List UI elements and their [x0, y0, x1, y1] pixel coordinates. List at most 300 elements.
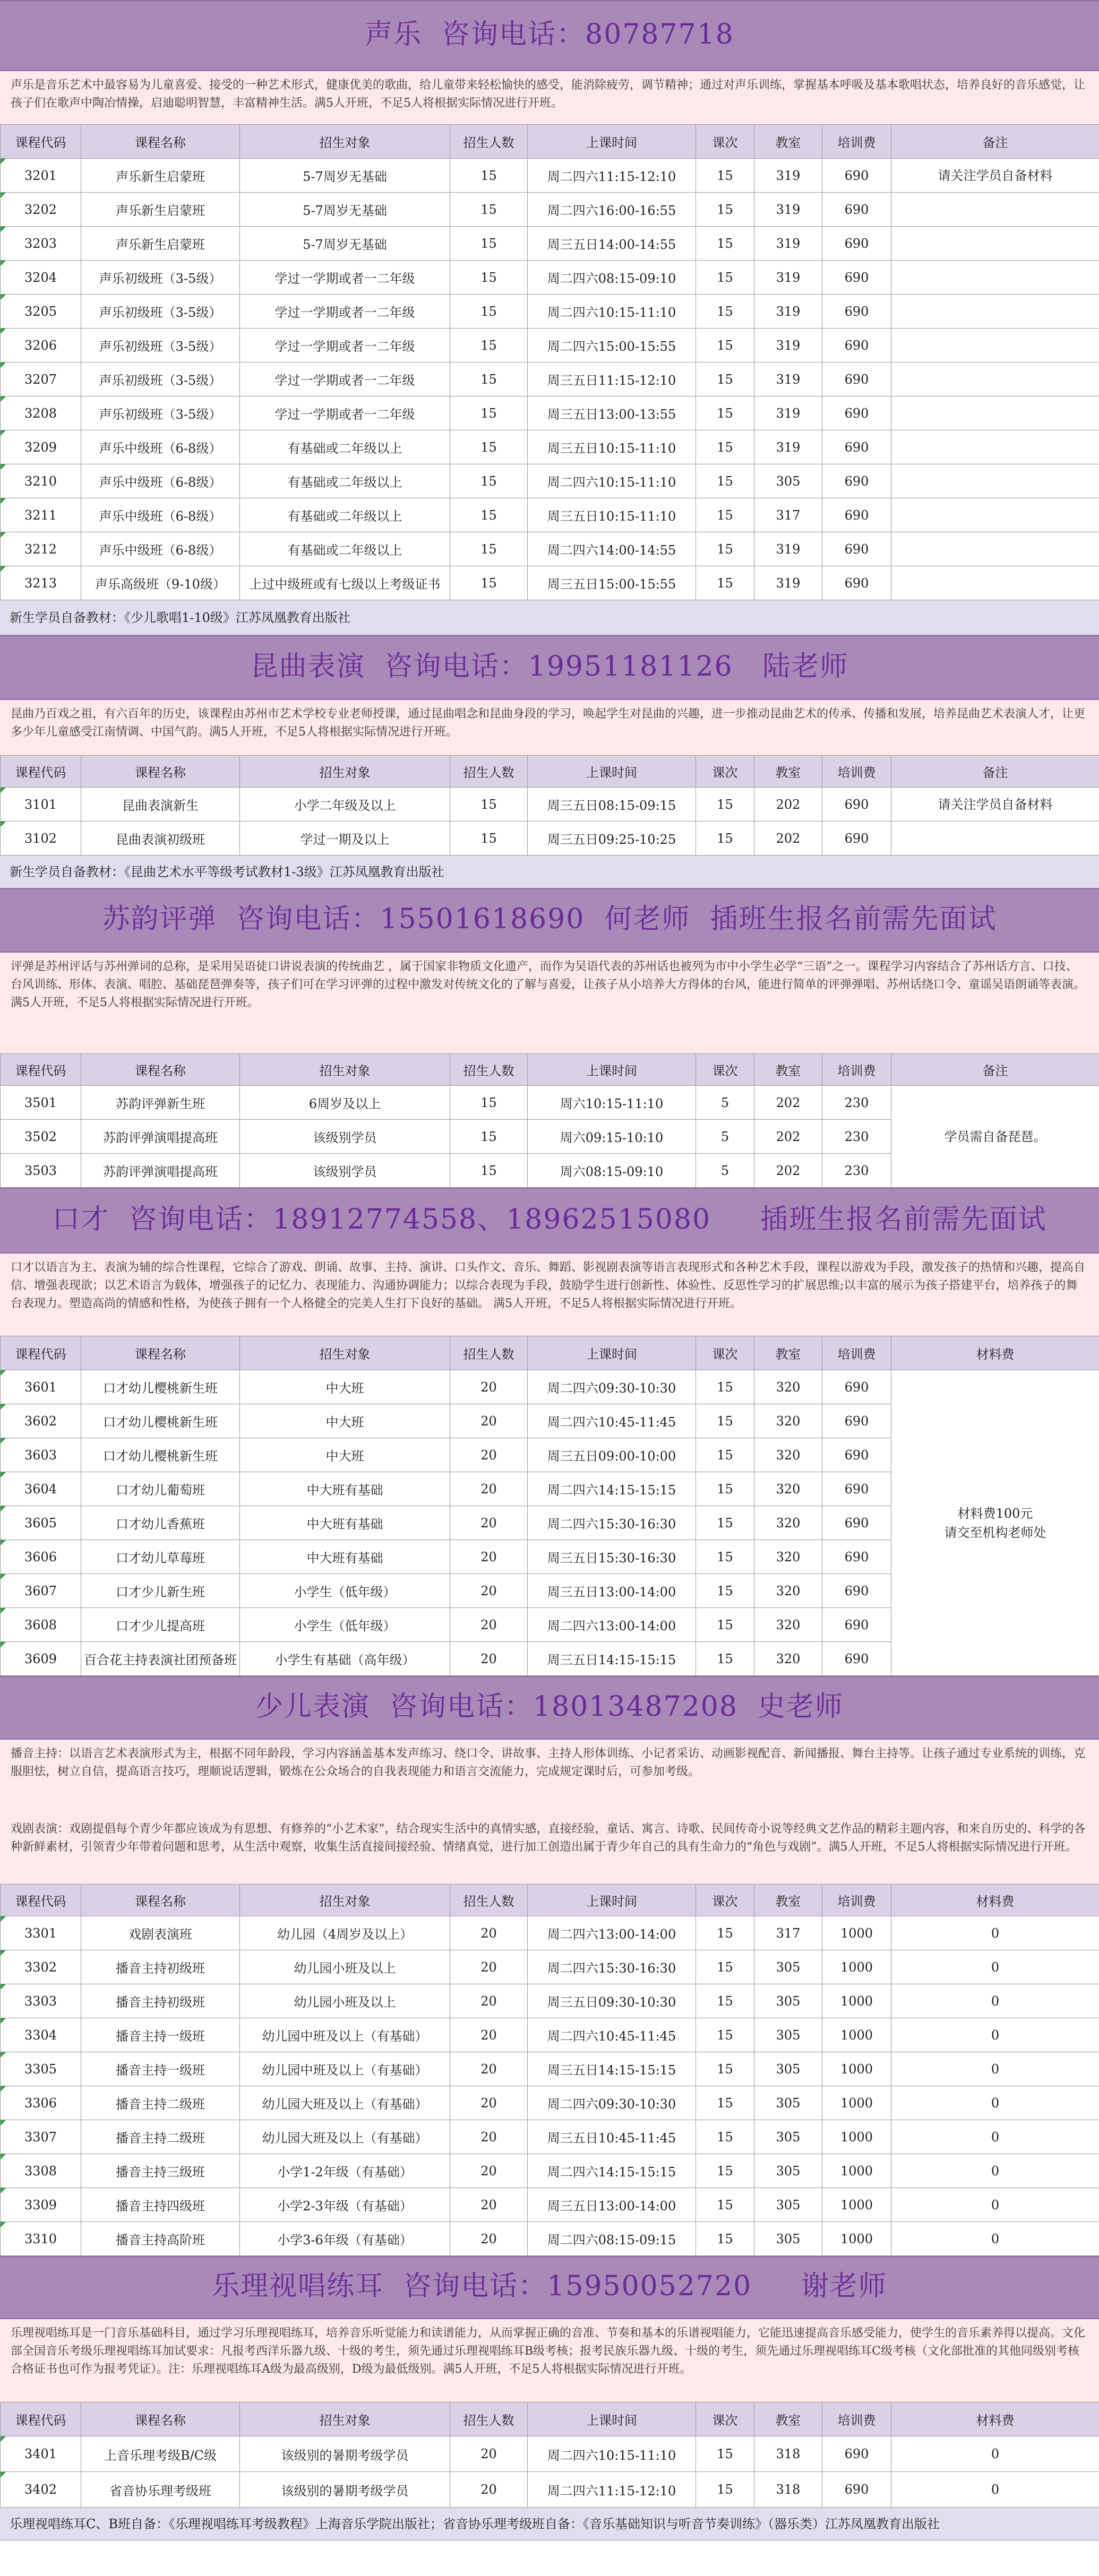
note-cell — [891, 566, 1099, 600]
table-cell: 690 — [822, 1438, 891, 1472]
table-cell: 周二四六08:15-09:10 — [528, 261, 696, 295]
section-description — [0, 1740, 1099, 1884]
description-paragraph: 声乐是音乐艺术中最容易为儿童喜爱、接受的一种艺术形式，健康优美的歌曲，给儿童带来轻松愉快的感受，能消除疲劳，调节精神；通过对声乐训练，掌握基本呼吸及基本歌唱状态，培养良好的音乐感觉，让孩子们在歌声中陶冶情操，启迪聪明智慧，丰富精神生活。满5人开班，不足5人将根据实际情况进行开班。 — [11, 79, 1086, 110]
table-cell: 305 — [754, 2154, 822, 2188]
table-cell: 20 — [450, 2472, 528, 2508]
table-cell: 小学3-6年级（有基础） — [240, 2222, 450, 2256]
table-cell: 播音主持二级班 — [81, 2086, 240, 2120]
table-row — [1, 2436, 1099, 2472]
table-cell: 播音主持三级班 — [81, 2154, 240, 2188]
column-header: 备注 — [891, 756, 1099, 788]
table-cell: 播音主持一级班 — [81, 2052, 240, 2086]
table-cell: 0 — [891, 2154, 1099, 2188]
section-eloquence — [0, 1188, 1099, 1676]
table-row — [1, 822, 1099, 855]
table-cell: 戏剧表演班 — [81, 1916, 240, 1950]
table-cell: 690 — [822, 193, 891, 227]
table-cell: 319 — [754, 261, 822, 295]
table-cell: 周二四六10:15-11:10 — [528, 295, 696, 329]
table-cell: 5-7周岁无基础 — [240, 193, 450, 227]
table-cell: 15 — [696, 362, 754, 396]
column-header: 培训费 — [822, 125, 891, 159]
note-cell — [891, 464, 1099, 498]
table-cell: 3212 — [1, 532, 81, 566]
table-cell: 15 — [696, 1506, 754, 1540]
table-cell: 318 — [754, 2472, 822, 2508]
section-description — [0, 1254, 1099, 1336]
table-cell: 3101 — [1, 788, 81, 822]
table-cell: 该级别学员 — [240, 1154, 450, 1188]
table-cell: 周六09:15-10:10 — [528, 1120, 696, 1154]
table-cell: 3308 — [1, 2154, 81, 2188]
column-header: 课次 — [696, 1885, 754, 1916]
note-cell — [891, 193, 1099, 227]
table-cell: 15 — [696, 1370, 754, 1404]
table-cell: 1000 — [822, 1950, 891, 1984]
table-cell: 20 — [450, 1642, 528, 1676]
table-cell: 0 — [891, 2436, 1099, 2472]
table-cell: 15 — [450, 227, 528, 261]
table-cell: 3202 — [1, 193, 81, 227]
table-cell: 15 — [696, 396, 754, 430]
column-header: 课程名称 — [81, 1054, 240, 1086]
table-cell: 有基础或二年级以上 — [240, 430, 450, 464]
table-cell: 中大班有基础 — [240, 1540, 450, 1574]
table-cell: 周三五日09:30-10:30 — [528, 1984, 696, 2018]
column-header: 课程名称 — [81, 1885, 240, 1916]
table-cell: 20 — [450, 1608, 528, 1642]
note-cell — [891, 295, 1099, 329]
table-cell: 声乐初级班（3-5级） — [81, 362, 240, 396]
column-header: 课程代码 — [1, 125, 81, 159]
section-title: 昆曲表演 咨询电话：19951181126 陆老师 — [0, 635, 1099, 700]
table-cell: 1000 — [822, 2188, 891, 2222]
table-cell: 3608 — [1, 1608, 81, 1642]
table-cell: 百合花主持表演社团预备班 — [81, 1642, 240, 1676]
table-cell: 省音协乐理考级班 — [81, 2472, 240, 2508]
table-row — [1, 2154, 1099, 2188]
table-cell: 昆曲表演新生 — [81, 788, 240, 822]
table-row — [1, 788, 1099, 822]
table-cell: 3206 — [1, 329, 81, 362]
table-cell: 320 — [754, 1472, 822, 1506]
column-header: 招生对象 — [240, 2402, 450, 2436]
section-theory — [0, 2256, 1099, 2540]
table-cell: 中大班 — [240, 1404, 450, 1438]
table-row — [1, 329, 1099, 362]
table-cell: 15 — [450, 295, 528, 329]
table-cell: 0 — [891, 1916, 1099, 1950]
table-cell: 学过一学期或者一二年级 — [240, 295, 450, 329]
table-cell: 15 — [696, 822, 754, 855]
table-cell: 声乐新生启蒙班 — [81, 193, 240, 227]
table-cell: 周二四六14:15-15:15 — [528, 1472, 696, 1506]
table-cell: 6周岁及以上 — [240, 1086, 450, 1120]
table-cell: 202 — [754, 1120, 822, 1154]
table-cell: 15 — [696, 227, 754, 261]
table-cell: 声乐初级班（3-5级） — [81, 396, 240, 430]
column-header: 课程代码 — [1, 1336, 81, 1370]
table-cell: 3302 — [1, 1950, 81, 1984]
column-header: 上课时间 — [528, 2402, 696, 2436]
table-cell: 3303 — [1, 1984, 81, 2018]
table-cell: 690 — [822, 396, 891, 430]
table-cell: 690 — [822, 430, 891, 464]
table-cell: 319 — [754, 430, 822, 464]
column-header: 材料费 — [891, 2402, 1099, 2436]
section-pingtan — [0, 888, 1099, 1188]
column-header: 招生人数 — [450, 1054, 528, 1086]
table-cell: 15 — [696, 1916, 754, 1950]
table-cell: 15 — [450, 1154, 528, 1188]
table-cell: 202 — [754, 1154, 822, 1188]
table-header-row — [1, 1885, 1099, 1916]
table-cell: 20 — [450, 1574, 528, 1608]
table-cell: 上过中级班或有七级以上考级证书 — [240, 566, 450, 600]
table-cell: 690 — [822, 261, 891, 295]
column-header: 上课时间 — [528, 1054, 696, 1086]
table-cell: 周二四六14:00-14:55 — [528, 532, 696, 566]
table-cell: 小学生（低年级） — [240, 1608, 450, 1642]
table-cell: 播音主持二级班 — [81, 2120, 240, 2154]
course-table — [0, 1336, 1099, 1676]
table-cell: 15 — [696, 1438, 754, 1472]
table-cell: 690 — [822, 566, 891, 600]
table-cell: 690 — [822, 1370, 891, 1404]
table-cell: 690 — [822, 1540, 891, 1574]
table-cell: 周三五日15:30-16:30 — [528, 1540, 696, 1574]
table-cell: 15 — [696, 2052, 754, 2086]
table-cell: 周三五日14:15-15:15 — [528, 2052, 696, 2086]
table-cell: 15 — [450, 329, 528, 362]
description-paragraph: 昆曲乃百戏之祖，有六百年的历史，该课程由苏州市艺术学校专业老师授课，通过昆曲唱念和昆曲身段的学习，唤起学生对昆曲的兴趣，进一步推动昆曲艺术的传承、传播和发展，培养昆曲艺术表演人才，让更多少年儿童感受江南情调、中国气韵。满5人开班，不足5人将根据实际情况进行开班。 — [11, 707, 1086, 739]
table-cell: 15 — [450, 193, 528, 227]
table-cell: 幼儿园中班及以上（有基础） — [240, 2052, 450, 2086]
section-description — [0, 700, 1099, 755]
table-cell: 口才幼儿樱桃新生班 — [81, 1370, 240, 1404]
column-header: 招生人数 — [450, 756, 528, 788]
table-cell: 20 — [450, 2222, 528, 2256]
table-cell: 15 — [696, 430, 754, 464]
table-cell: 3211 — [1, 498, 81, 532]
table-cell: 周二四六10:45-11:45 — [528, 2018, 696, 2052]
table-cell: 1000 — [822, 2120, 891, 2154]
column-header: 培训费 — [822, 1054, 891, 1086]
table-cell: 690 — [822, 822, 891, 855]
table-cell: 690 — [822, 159, 891, 193]
table-cell: 3609 — [1, 1642, 81, 1676]
table-cell: 690 — [822, 1404, 891, 1438]
table-cell: 0 — [891, 2472, 1099, 2508]
table-cell: 690 — [822, 498, 891, 532]
table-cell: 305 — [754, 2120, 822, 2154]
table-cell: 3204 — [1, 261, 81, 295]
table-cell: 学过一期及以上 — [240, 822, 450, 855]
table-cell: 3310 — [1, 2222, 81, 2256]
table-cell: 5-7周岁无基础 — [240, 227, 450, 261]
note-cell — [891, 396, 1099, 430]
table-cell: 周三五日13:00-14:00 — [528, 1574, 696, 1608]
table-cell: 690 — [822, 464, 891, 498]
table-cell: 3102 — [1, 822, 81, 855]
table-cell: 苏韵评弹演唱提高班 — [81, 1154, 240, 1188]
column-header: 上课时间 — [528, 1885, 696, 1916]
table-cell: 3201 — [1, 159, 81, 193]
column-header: 课程代码 — [1, 1054, 81, 1086]
table-cell: 20 — [450, 1984, 528, 2018]
table-cell: 学过一学期或者一二年级 — [240, 396, 450, 430]
table-cell: 声乐新生启蒙班 — [81, 227, 240, 261]
description-paragraph: 乐理视唱练耳是一门音乐基础科目，通过学习乐理视唱练耳，培养音乐听觉能力和读谱能力，从而掌握正确的音准、节奏和基本的乐谱视唱能力，它能迅速提高音乐感受能力，使学生的音乐素养得以提高。文化部全国音乐考级乐理视唱练耳加试要求：凡报考西洋乐器九级、十级的考生，须先通过乐理视唱练耳B级考核；报考民族乐器九级、十级的考生，须先通过乐理视唱练耳C级考核（文化部批准的其他同级别考核合格证书也可作为报考凭证）。注：乐理视唱练耳A级为最高级别，D级为最低级别。满5人开班，不足5人将根据实际情况进行开班。 — [11, 2327, 1086, 2376]
table-cell: 20 — [450, 1950, 528, 1984]
column-header: 教室 — [754, 1885, 822, 1916]
table-cell: 15 — [696, 295, 754, 329]
table-cell: 3502 — [1, 1120, 81, 1154]
table-cell: 口才幼儿草莓班 — [81, 1540, 240, 1574]
note-cell — [891, 329, 1099, 362]
table-cell: 周二四六13:00-14:00 — [528, 1916, 696, 1950]
table-cell: 690 — [822, 329, 891, 362]
table-cell: 690 — [822, 788, 891, 822]
table-cell: 周二四六15:00-15:55 — [528, 329, 696, 362]
table-cell: 周三五日10:15-11:10 — [528, 430, 696, 464]
table-cell: 小学生（低年级） — [240, 1574, 450, 1608]
table-cell: 周二四六11:15-12:10 — [528, 2472, 696, 2508]
column-header: 招生人数 — [450, 1885, 528, 1916]
table-cell: 中大班有基础 — [240, 1472, 450, 1506]
table-cell: 声乐中级班（6-8级） — [81, 464, 240, 498]
table-cell: 周六10:15-11:10 — [528, 1086, 696, 1120]
section-vocal — [0, 0, 1099, 635]
table-row — [1, 2222, 1099, 2256]
table-cell: 学过一学期或者一二年级 — [240, 261, 450, 295]
table-row — [1, 1086, 1099, 1120]
section-title: 乐理视唱练耳 咨询电话：15950052720 谢老师 — [0, 2256, 1099, 2319]
column-header: 教室 — [754, 1336, 822, 1370]
table-row — [1, 1916, 1099, 1950]
table-cell: 5 — [696, 1086, 754, 1120]
table-cell: 周三五日09:25-10:25 — [528, 822, 696, 855]
table-cell: 15 — [696, 1642, 754, 1676]
table-cell: 3306 — [1, 2086, 81, 2120]
table-cell: 320 — [754, 1608, 822, 1642]
table-row — [1, 2120, 1099, 2154]
table-cell: 319 — [754, 227, 822, 261]
section-footer: 新生学员自备教材：《少儿歌唱1-10级》江苏凤凰教育出版社 — [0, 600, 1099, 635]
table-header-row — [1, 125, 1099, 159]
table-row — [1, 2472, 1099, 2508]
table-cell: 15 — [450, 1120, 528, 1154]
table-cell: 周三五日11:15-12:10 — [528, 362, 696, 396]
table-cell: 1000 — [822, 1916, 891, 1950]
table-cell: 15 — [696, 2436, 754, 2472]
table-row — [1, 532, 1099, 566]
table-cell: 15 — [450, 822, 528, 855]
table-header-row — [1, 1054, 1099, 1086]
table-cell: 319 — [754, 396, 822, 430]
table-cell: 320 — [754, 1574, 822, 1608]
note-cell — [891, 362, 1099, 396]
table-row — [1, 464, 1099, 498]
section-footer: 新生学员自备教材：《昆曲艺术水平等级考试教材1-3级》江苏凤凰教育出版社 — [0, 855, 1099, 888]
table-header-row — [1, 2402, 1099, 2436]
table-cell: 3213 — [1, 566, 81, 600]
table-cell: 口才少儿提高班 — [81, 1608, 240, 1642]
table-cell: 周二四六09:30-10:30 — [528, 2086, 696, 2120]
note-cell — [891, 227, 1099, 261]
table-row — [1, 2052, 1099, 2086]
table-cell: 1000 — [822, 1984, 891, 2018]
table-cell: 15 — [696, 261, 754, 295]
table-cell: 320 — [754, 1370, 822, 1404]
table-row — [1, 1370, 1099, 1404]
table-cell: 周三五日13:00-14:00 — [528, 2188, 696, 2222]
table-cell: 口才幼儿樱桃新生班 — [81, 1404, 240, 1438]
table-cell: 周三五日14:00-14:55 — [528, 227, 696, 261]
column-header: 招生人数 — [450, 125, 528, 159]
table-cell: 15 — [696, 1404, 754, 1438]
table-cell: 口才少儿新生班 — [81, 1574, 240, 1608]
table-cell: 20 — [450, 1540, 528, 1574]
column-header: 教室 — [754, 125, 822, 159]
table-cell: 周三五日14:15-15:15 — [528, 1642, 696, 1676]
table-cell: 声乐初级班（3-5级） — [81, 329, 240, 362]
column-header: 招生对象 — [240, 1885, 450, 1916]
table-cell: 3501 — [1, 1086, 81, 1120]
table-row — [1, 566, 1099, 600]
table-cell: 690 — [822, 1506, 891, 1540]
column-header: 教室 — [754, 2402, 822, 2436]
table-cell: 15 — [696, 498, 754, 532]
table-cell: 周二四六08:15-09:15 — [528, 2222, 696, 2256]
table-cell: 幼儿园小班及以上 — [240, 1984, 450, 2018]
column-header: 材料费 — [891, 1885, 1099, 1916]
table-cell: 320 — [754, 1540, 822, 1574]
table-cell: 690 — [822, 1472, 891, 1506]
table-cell: 中大班 — [240, 1438, 450, 1472]
table-cell: 周三五日08:15-09:15 — [528, 788, 696, 822]
table-cell: 320 — [754, 1438, 822, 1472]
table-cell: 20 — [450, 2120, 528, 2154]
table-cell: 3203 — [1, 227, 81, 261]
table-cell: 3209 — [1, 430, 81, 464]
table-cell: 20 — [450, 1438, 528, 1472]
table-cell: 声乐中级班（6-8级） — [81, 498, 240, 532]
column-header: 招生人数 — [450, 1336, 528, 1370]
table-cell: 690 — [822, 295, 891, 329]
table-cell: 0 — [891, 2188, 1099, 2222]
table-cell: 有基础或二年级以上 — [240, 532, 450, 566]
table-cell: 690 — [822, 362, 891, 396]
column-header: 课次 — [696, 1054, 754, 1086]
table-cell: 幼儿园大班及以上（有基础） — [240, 2120, 450, 2154]
column-header: 培训费 — [822, 756, 891, 788]
table-cell: 317 — [754, 1916, 822, 1950]
table-cell: 0 — [891, 2086, 1099, 2120]
table-cell: 20 — [450, 1370, 528, 1404]
table-cell: 690 — [822, 227, 891, 261]
table-cell: 3603 — [1, 1438, 81, 1472]
table-cell: 20 — [450, 2188, 528, 2222]
column-header: 教室 — [754, 1054, 822, 1086]
column-header: 培训费 — [822, 1885, 891, 1916]
table-cell: 15 — [450, 532, 528, 566]
section-performance — [0, 1676, 1099, 2256]
table-cell: 周二四六10:45-11:45 — [528, 1404, 696, 1438]
table-cell: 3401 — [1, 2436, 81, 2472]
course-table — [0, 1884, 1099, 2256]
course-table — [0, 1053, 1099, 1188]
table-cell: 15 — [450, 498, 528, 532]
column-header: 招生对象 — [240, 756, 450, 788]
table-cell: 3309 — [1, 2188, 81, 2222]
table-cell: 1000 — [822, 2086, 891, 2120]
table-cell: 318 — [754, 2436, 822, 2472]
column-header: 课程代码 — [1, 2402, 81, 2436]
table-row — [1, 430, 1099, 464]
table-cell: 1000 — [822, 2018, 891, 2052]
table-cell: 声乐中级班（6-8级） — [81, 430, 240, 464]
table-cell: 周三五日10:15-11:10 — [528, 498, 696, 532]
table-cell: 小学1-2年级（有基础） — [240, 2154, 450, 2188]
table-row — [1, 498, 1099, 532]
table-cell: 周二四六15:30-16:30 — [528, 1950, 696, 1984]
table-cell: 3604 — [1, 1472, 81, 1506]
column-header: 材料费 — [891, 1336, 1099, 1370]
table-cell: 5 — [696, 1154, 754, 1188]
table-cell: 口才幼儿樱桃新生班 — [81, 1438, 240, 1472]
table-cell: 319 — [754, 159, 822, 193]
table-cell: 周二四六11:15-12:10 — [528, 159, 696, 193]
table-cell: 20 — [450, 1506, 528, 1540]
course-table — [0, 2402, 1099, 2508]
table-cell: 声乐中级班（6-8级） — [81, 532, 240, 566]
table-cell: 3602 — [1, 1404, 81, 1438]
table-cell: 3207 — [1, 362, 81, 396]
table-cell: 319 — [754, 362, 822, 396]
table-cell: 3605 — [1, 1506, 81, 1540]
table-cell: 0 — [891, 1950, 1099, 1984]
table-cell: 3307 — [1, 2120, 81, 2154]
table-cell: 3205 — [1, 295, 81, 329]
table-row — [1, 159, 1099, 193]
table-cell: 230 — [822, 1120, 891, 1154]
table-cell: 15 — [696, 2018, 754, 2052]
column-header: 课次 — [696, 2402, 754, 2436]
table-cell: 幼儿园中班及以上（有基础） — [240, 2018, 450, 2052]
table-cell: 幼儿园（4周岁及以上） — [240, 1916, 450, 1950]
table-cell: 15 — [696, 2472, 754, 2508]
table-cell: 15 — [696, 2120, 754, 2154]
table-cell: 20 — [450, 2436, 528, 2472]
table-cell: 该级别的暑期考级学员 — [240, 2472, 450, 2508]
table-cell: 0 — [891, 2052, 1099, 2086]
table-cell: 305 — [754, 1950, 822, 1984]
table-cell: 1000 — [822, 2222, 891, 2256]
table-cell: 20 — [450, 1404, 528, 1438]
table-cell: 15 — [450, 566, 528, 600]
note-cell: 学员需自备琵琶。 — [891, 1086, 1099, 1188]
table-row — [1, 295, 1099, 329]
table-cell: 声乐初级班（3-5级） — [81, 295, 240, 329]
table-cell: 幼儿园小班及以上 — [240, 1950, 450, 1984]
table-cell: 小学二年级及以上 — [240, 788, 450, 822]
table-cell: 690 — [822, 1642, 891, 1676]
table-cell: 320 — [754, 1642, 822, 1676]
table-cell: 15 — [696, 464, 754, 498]
section-description — [0, 71, 1099, 124]
table-cell: 317 — [754, 498, 822, 532]
